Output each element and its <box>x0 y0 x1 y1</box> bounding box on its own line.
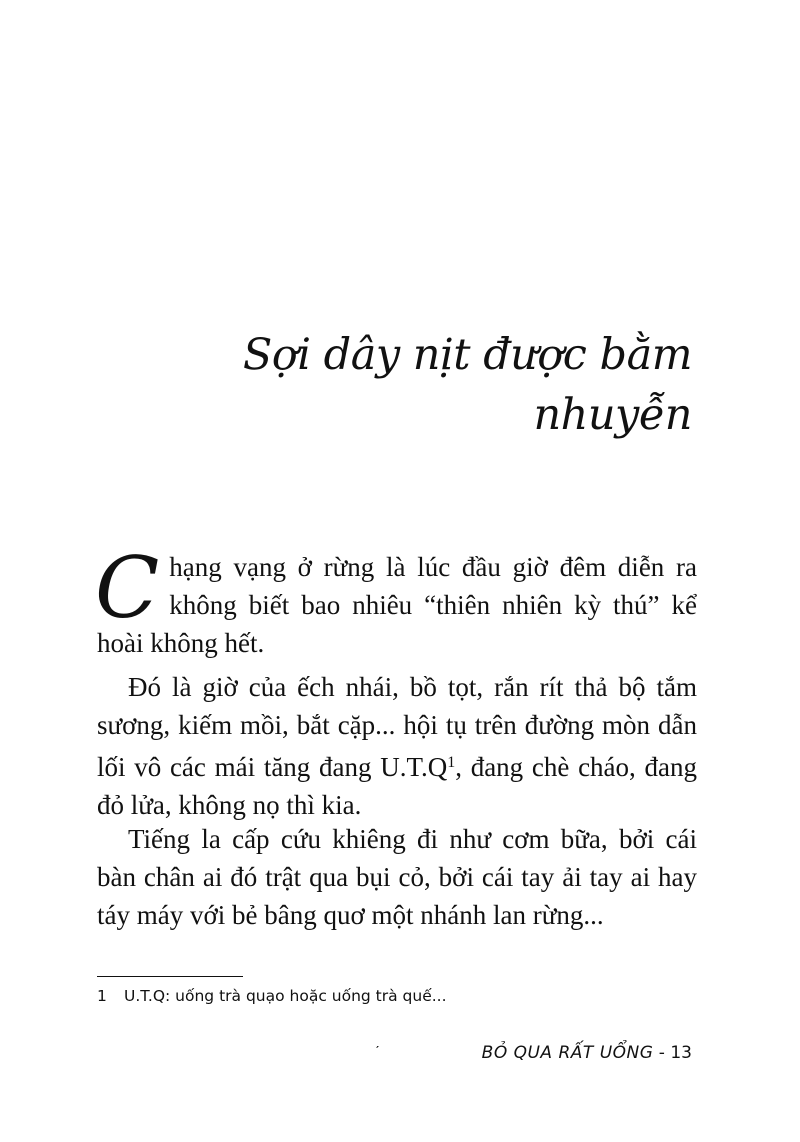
paragraph-2-text-after-note: , đang chè cháo, đang đỏ lửa, không nọ thì kia. <box>97 752 697 820</box>
running-footer <box>482 1042 692 1064</box>
page-number: 13 <box>670 1043 692 1063</box>
footnote-reference: 1 <box>447 754 456 771</box>
paragraph-2-text-before-note: Đó là giờ của ếch nhái, bồ tọt, rắn rít thả bộ tắm sương, kiếm mồi, bắt cặp... hội tụ trên đường mòn dẫn lối vô các mái tăng đang U.T.Q <box>97 672 697 782</box>
footnote-separator <box>97 976 243 977</box>
footer-book-title: BỎ QUA RẤT UỔNG <box>481 1043 654 1063</box>
opening-paragraph-text: hạng vạng ở rừng là lúc đầu giờ đêm diễn ra không biết bao nhiêu “thiên nhiên kỳ thú” kể hoài không hết. <box>97 552 697 658</box>
footer-separator: - <box>653 1043 671 1063</box>
body-paragraph-2 <box>97 668 697 824</box>
footnote-text: U.T.Q: uống trà quạo hoặc uống trà quế... <box>124 987 447 1005</box>
opening-paragraph <box>95 539 697 662</box>
footnote-number: 1 <box>97 987 107 1005</box>
chapter-title: Sợi dây nịt được bằm nhuyễn <box>242 330 692 440</box>
stray-mark: ˊ <box>375 1043 380 1059</box>
footnote <box>97 985 697 1007</box>
body-paragraph-3: Tiếng la cấp cứu khiêng đi như cơm bữa, bởi cái bàn chân ai đó trật qua bụi cỏ, bởi cái tay ải tay ai hay táy máy với bẻ bâng quơ một nhánh lan rừng... <box>97 824 697 930</box>
drop-cap: C <box>95 539 160 637</box>
